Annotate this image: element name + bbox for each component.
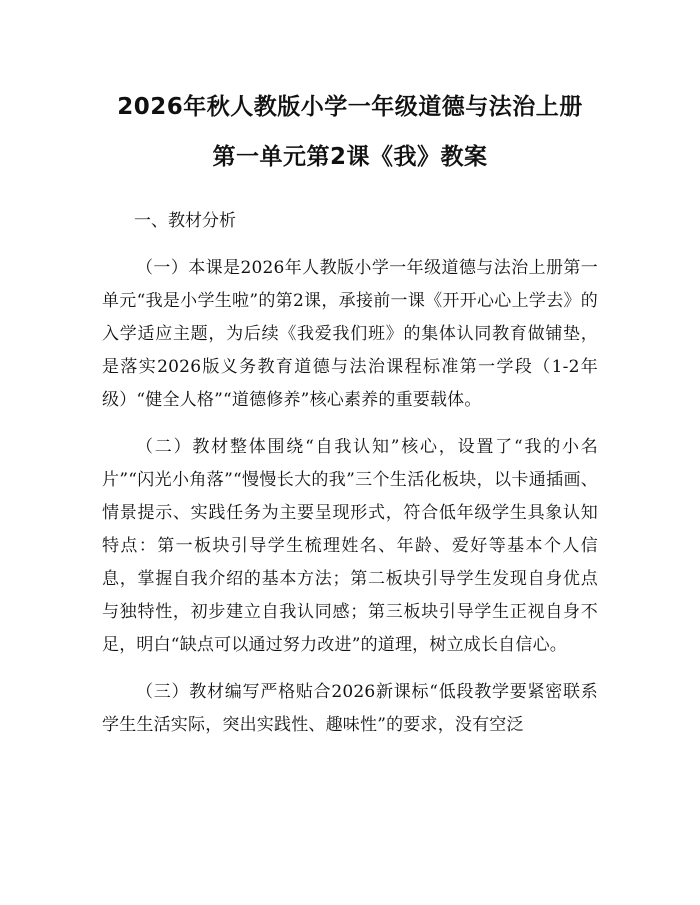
paragraph-2: （二）教材整体围绕“自我认知”核心，设置了“我的小名片”“闪光小角落”“慢慢长大的我”三个生活化板块，以卡通插画、情景提示、实践任务为主要呈现形式，符合低年级学生具象认知特点：第一板块引导学生梳理姓名、年龄、爱好等基本个人信息，掌握自我介绍的基本方法；第二板块引导学生发现自身优点与独特性，初步建立自我认同感；第三板块引导学生正视自身不足，明白“缺点可以通过努力改进”的道理，树立成长自信心。 bbox=[102, 437, 598, 655]
paragraph-1: （一）本课是2026年人教版小学一年级道德与法治上册第一单元“我是小学生啦”的第2课，承接前一课《开开心心上学去》的入学适应主题，为后续《我爱我们班》的集体认同教育做铺垫，是落实2026版义务教育道德与法治课程标准第一学段（1-2年级）“健全人格”“道德修养”核心素养的重要载体。 bbox=[102, 258, 598, 410]
document-title-line-1: 2026年秋人教版小学一年级道德与法治上册 bbox=[117, 94, 583, 120]
document-title-line-2: 第一单元第2课《我》教案 bbox=[212, 144, 488, 170]
paragraph-3: （三）教材编写严格贴合2026新课标“低段教学要紧密联系学生生活实际，突出实践性、趣味性”的要求，没有空泛 bbox=[102, 682, 598, 735]
section-heading-textbook-analysis: 一、教材分析 bbox=[134, 211, 236, 231]
